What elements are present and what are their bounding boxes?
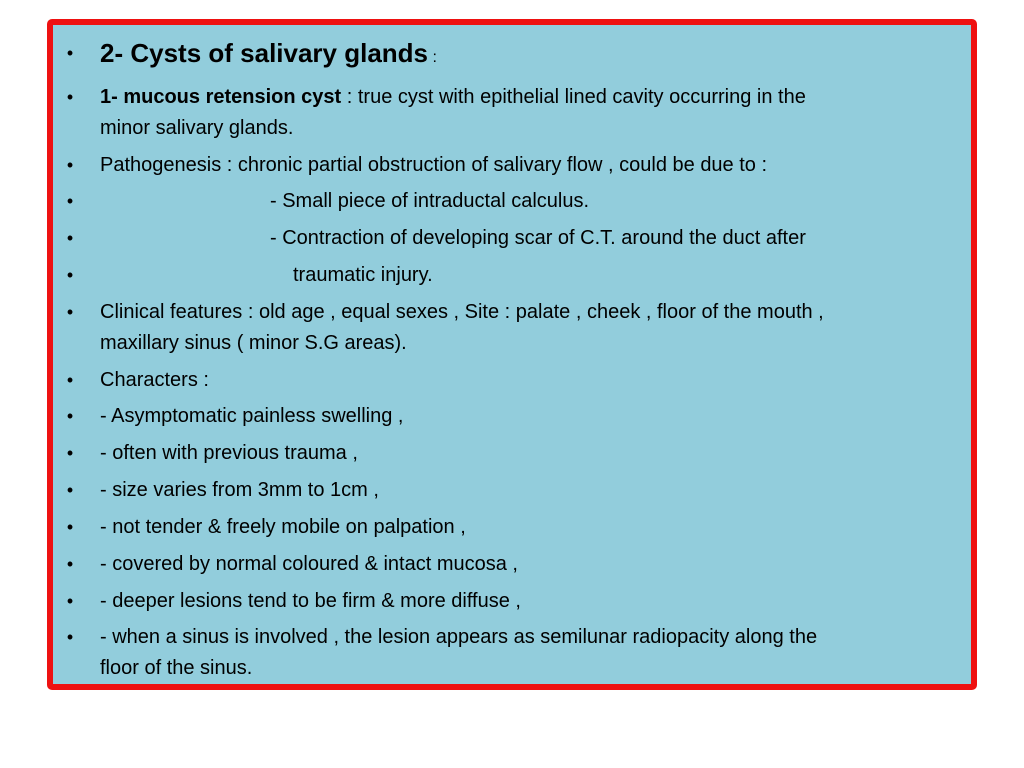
bullet-text: - deeper lesions tend to be firm & more diffuse , bbox=[100, 590, 521, 612]
bullet-text: - size varies from 3mm to 1cm , bbox=[100, 479, 379, 501]
clinical-features-line2: maxillary sinus ( minor S.G areas). bbox=[100, 332, 407, 354]
sinus-line2: floor of the sinus. bbox=[100, 657, 253, 679]
bullet-icon: • bbox=[66, 302, 74, 322]
bullet-text: traumatic injury. bbox=[293, 264, 433, 286]
bullet-icon: • bbox=[66, 155, 74, 175]
term-definition: : true cyst with epithelial lined cavity occurring in the bbox=[341, 86, 806, 108]
term-label: 1- mucous retension cyst bbox=[100, 86, 342, 108]
bullet-text: - not tender & freely mobile on palpation , bbox=[100, 516, 466, 538]
bullet-text bbox=[100, 82, 947, 144]
heading-title: 2- Cysts of salivary glands bbox=[100, 38, 429, 68]
bullet-icon: • bbox=[66, 228, 74, 248]
heading-colon: : bbox=[428, 49, 437, 66]
bullet-text: - covered by normal coloured & intact mucosa , bbox=[100, 553, 518, 575]
bullet-text: - often with previous trauma , bbox=[100, 442, 358, 464]
bullet-text: - Contraction of developing scar of C.T. around the duct after bbox=[270, 227, 806, 249]
bullet-icon: • bbox=[66, 517, 74, 537]
slide-content-box bbox=[47, 19, 977, 690]
bullet-icon: • bbox=[66, 191, 74, 211]
bullet-icon: • bbox=[66, 480, 74, 500]
bullet-icon: • bbox=[66, 43, 74, 63]
bullet-text: Characters : bbox=[100, 369, 209, 391]
bullet-text: - Small piece of intraductal calculus. bbox=[270, 190, 590, 212]
bullet-icon: • bbox=[66, 87, 74, 107]
bullet-icon: • bbox=[66, 443, 74, 463]
sinus-line1: - when a sinus is involved , the lesion appears as semilunar radiopacity along the bbox=[100, 626, 818, 648]
bullet-icon: • bbox=[66, 370, 74, 390]
bullet-text bbox=[100, 622, 947, 684]
bullet-icon: • bbox=[66, 591, 74, 611]
bullet-text bbox=[100, 38, 947, 73]
clinical-features-line1: Clinical features : old age , equal sexes , Site : palate , cheek , floor of the mouth , bbox=[100, 301, 824, 323]
bullet-icon: • bbox=[66, 265, 74, 285]
bullet-text: Pathogenesis : chronic partial obstruction of salivary flow , could be due to : bbox=[100, 154, 768, 176]
term-definition-line2: minor salivary glands. bbox=[100, 117, 294, 139]
bullet-icon: • bbox=[66, 406, 74, 426]
bullet-text: - Asymptomatic painless swelling , bbox=[100, 405, 404, 427]
bullet-text bbox=[100, 297, 947, 359]
bullet-icon: • bbox=[66, 627, 74, 647]
bullet-icon: • bbox=[66, 554, 74, 574]
